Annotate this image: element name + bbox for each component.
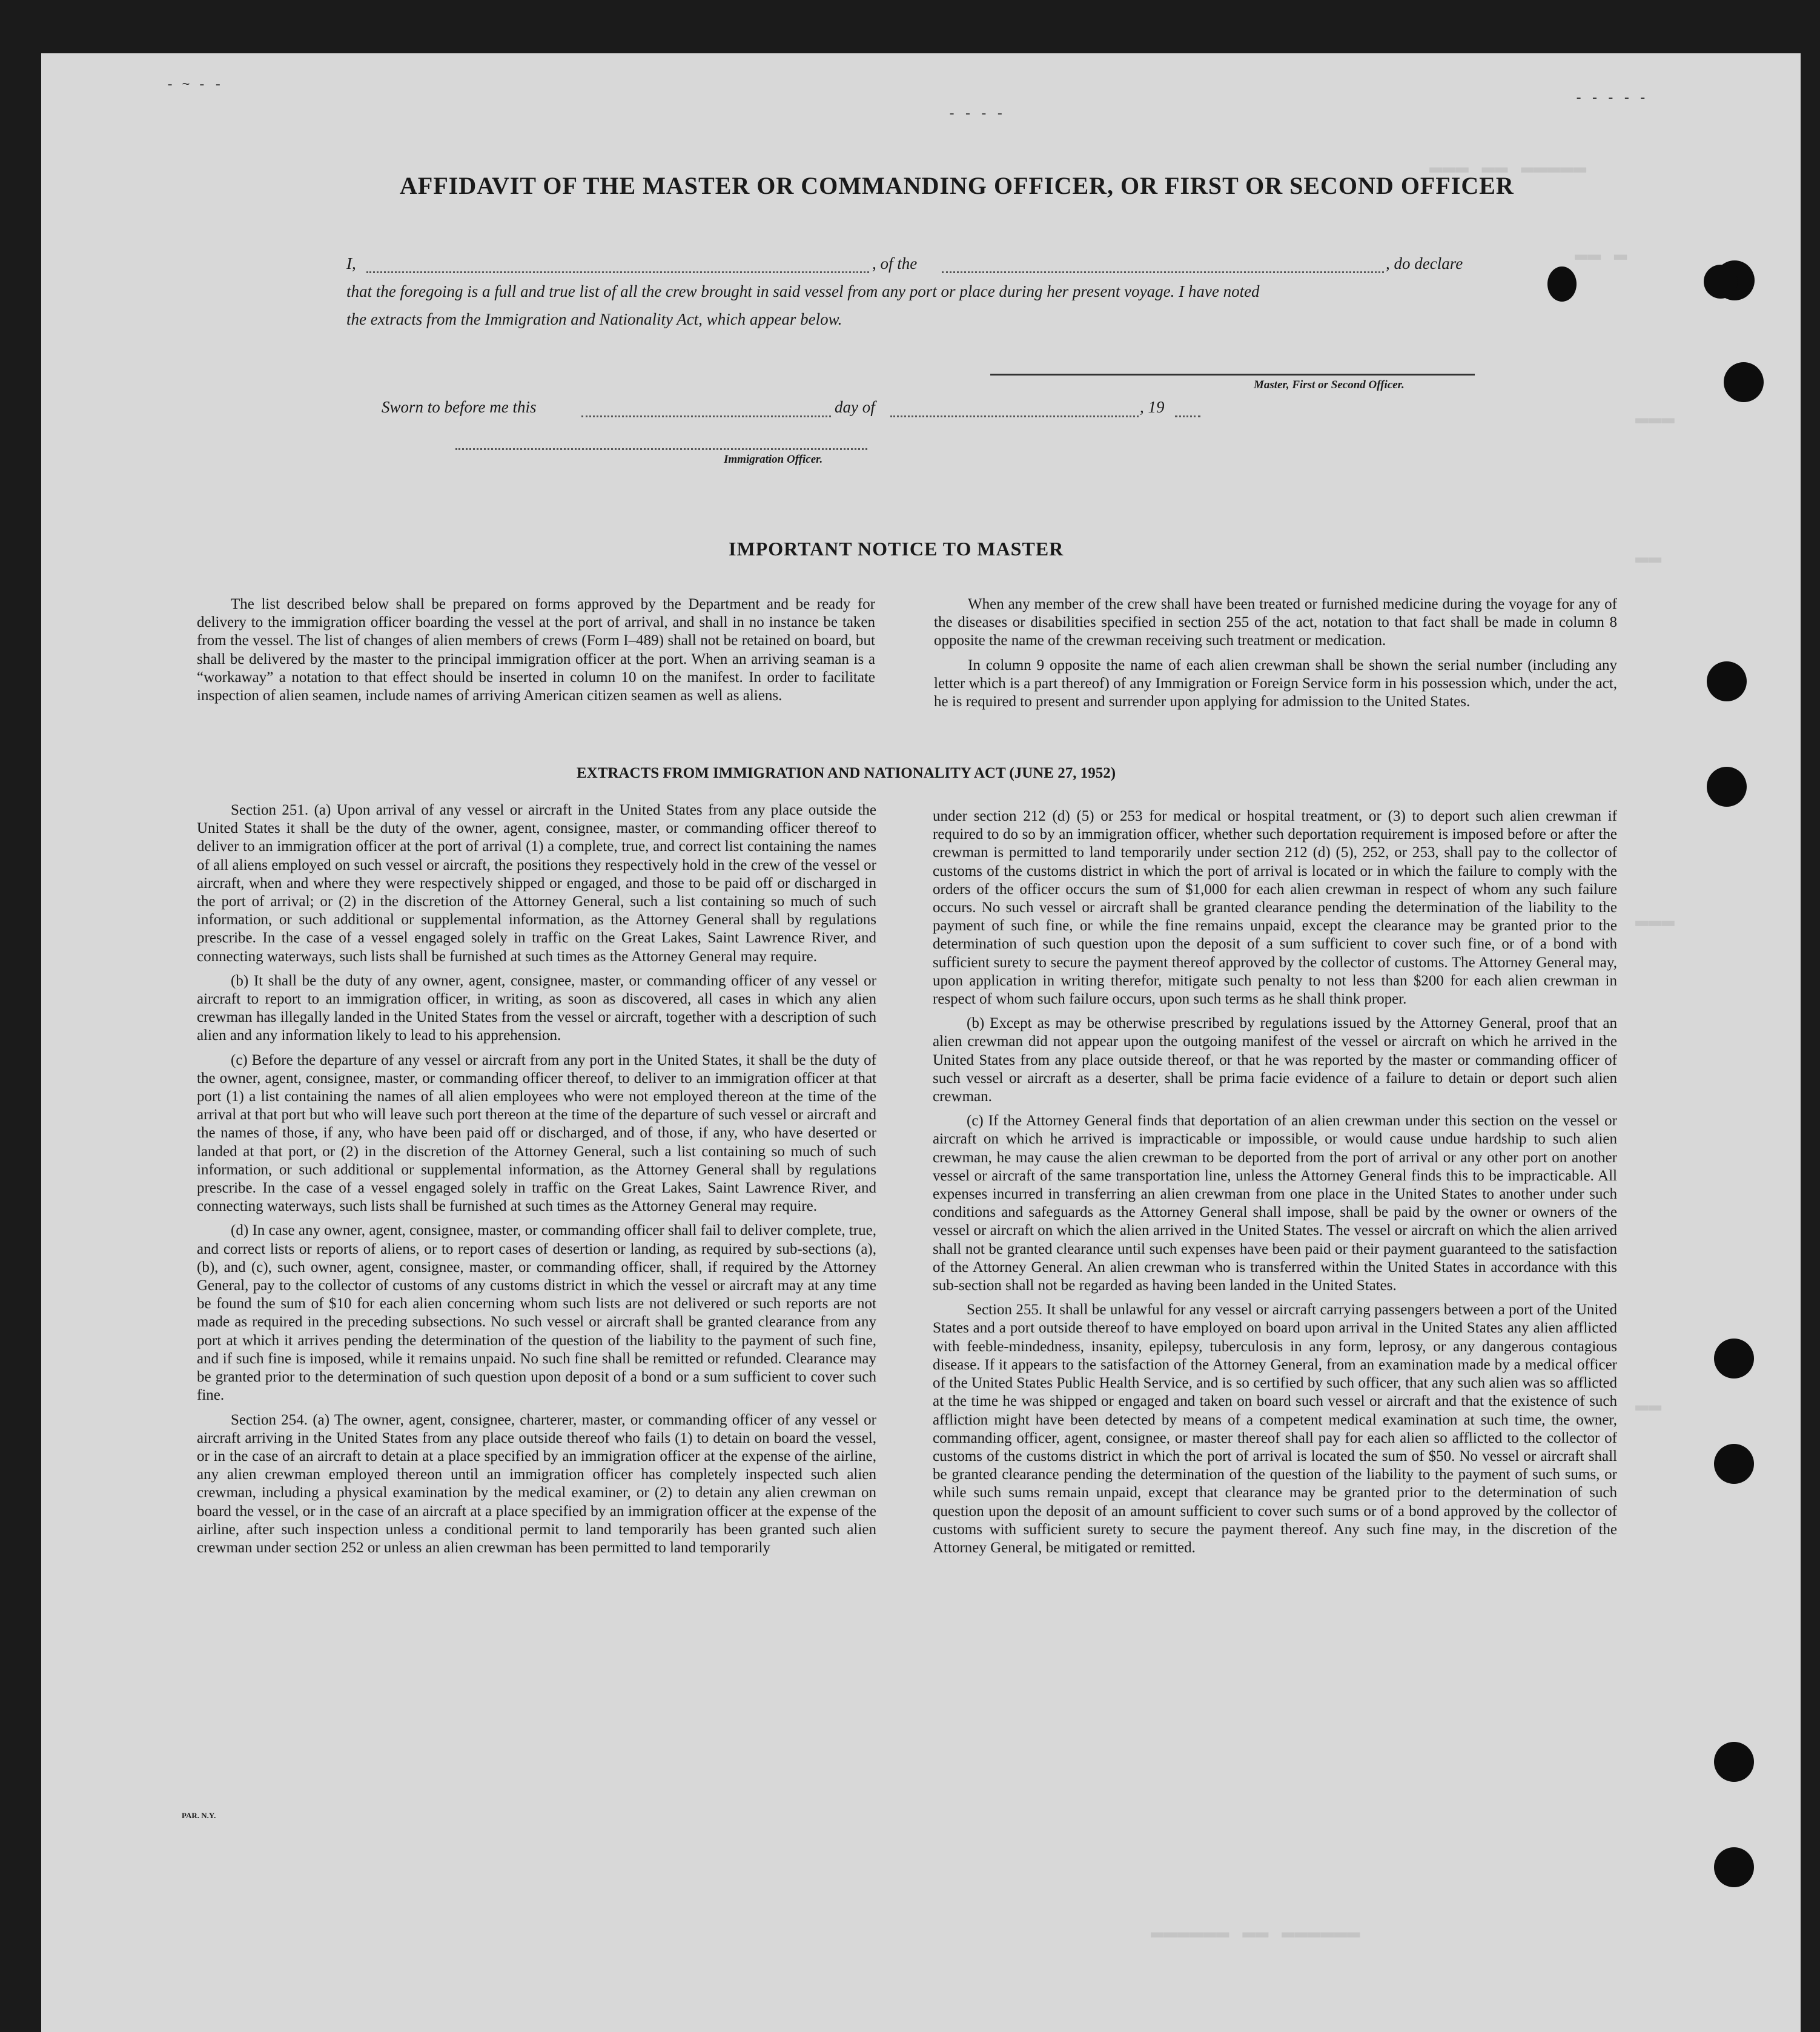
declaration-line-2: that the foregoing is a full and true list of all the crew brought in said vessel from any port or place during her present voyage. I have noted: [346, 282, 1260, 300]
notice-heading: IMPORTANT NOTICE TO MASTER: [729, 538, 1064, 560]
extracts-left-column: [197, 801, 876, 1563]
punch-hole: [1707, 661, 1747, 701]
immigration-officer-caption: Immigration Officer.: [724, 453, 823, 466]
extracts-right-column: [933, 807, 1617, 1563]
stray-mark: - ~ - -: [166, 78, 222, 93]
sworn-year-label: , 19: [1140, 398, 1165, 416]
notice-paragraph: In column 9 opposite the name of each alien crewman shall be shown the serial number (including any letter which is a part thereof) of any Immigration or Foreign Service form in his possession which, under the act, he is required to present and surrender upon applying for admission to the United States.: [934, 657, 1617, 710]
master-name-field[interactable]: [366, 271, 869, 273]
declaration-of-the-label: , of the: [872, 254, 918, 273]
notice-right-column: [934, 595, 1617, 717]
bleed-through-mark: ▬▬▬ ▬▬ ▬▬▬▬▬: [1429, 155, 1587, 180]
act-section-paragraph: (b) It shall be the duty of any owner, agent, consignee, master, or commanding officer of any vessel or aircraft to report to an immigration officer, in writing, as soon as discovered, all cases in which any alien crewman has illegally landed in the United States from the vessel or aircraft, together with a description of such alien and any information likely to lead to his apprehension.: [197, 972, 876, 1044]
punch-hole: [1704, 265, 1738, 299]
punch-hole: [1714, 1847, 1754, 1887]
act-section-paragraph: (b) Except as may be otherwise prescribed by regulations issued by the Attorney General, proof that an alien crewman did not appear upon the outgoing manifest of the vessel or aircraft on which he arrived in the United States from any place outside thereof, or that he was reported by the master or commanding officer of such vessel or aircraft as a deserter, shall be prima facie evidence of a failure to detain or deport such alien crewman.: [933, 1015, 1617, 1105]
sworn-month-field[interactable]: [890, 415, 1139, 417]
punch-hole: [1707, 767, 1747, 807]
bleed-through-mark: ▬▬ ▬: [1575, 242, 1627, 267]
act-section-paragraph: (c) Before the departure of any vessel or aircraft from any port in the United States, it shall be the duty of the owner, agent, consignee, master, or commanding officer thereof, to deliver to an immigration officer at that port (1) a list containing the names of all alien employees who were not employed thereon at the time of the arrival at that port but who will leave such port thereon at the time of the departure of such vessel or aircraft and the names of those, if any, who have been paid off or discharged, and of those, if any, who have deserted or landed at that port, or (2) in the discretion of the Attorney General, such a list containing so much of such information, or such additional or supplemental information, as the Attorney General shall by regulations prescribe. In the case of a vessel engaged solely in traffic on the Great Lakes, Saint Lawrence River, and connecting waterways, such lists shall be furnished at such times as the Attorney General may require.: [197, 1051, 876, 1215]
act-section-paragraph: Section 255. It shall be unlawful for any vessel or aircraft carrying passengers between a port of the United States and a port outside thereof to have employed on board upon arrival in the United States any alien afflicted with feeble-mindedness, insanity, epilepsy, tuberculosis in any form, leprosy, or any dangerous contagious disease. If it appears to the satisfaction of the Attorney General, from an examination made by a medical officer of the United States Public Health Service, and is so certified by such officer, that any such alien was so afflicted at the time he was shipped or engaged and taken on board such vessel or aircraft and that the existence of such affliction might have been detected by means of a competent medical examination at such time, the owner, commanding officer, agent, consignee, or master thereof shall pay for each alien so afflicted to the collector of customs of the customs district in which the port of arrival is located the sum of $50. No vessel or aircraft shall be granted clearance pending the determination of the question of the liability to the payment of such sums, or while such sums remain unpaid, except that clearance may be granted prior to the determination of such question upon the deposit of an amount sufficient to cover such sums or of a bond approved by the collector of customs with sufficient surety to secure the payment thereof. Any such fine may, in the discretion of the Attorney General, be mitigated or remitted.: [933, 1302, 1617, 1556]
sworn-day-field[interactable]: [581, 415, 831, 417]
bleed-through-mark: ▬▬: [1635, 1393, 1662, 1418]
notice-left-column: [197, 595, 875, 711]
notice-paragraph: When any member of the crew shall have been treated or furnished medicine during the voyage for any of the diseases or disabilities specified in section 255 of the act, notation to that fact shall be made in column 8 opposite the name of the crewman receiving such treatment or medication.: [934, 596, 1617, 649]
extracts-heading: EXTRACTS FROM IMMIGRATION AND NATIONALITY ACT (JUNE 27, 1952): [577, 765, 1116, 781]
bleed-through-mark: ▬▬▬▬▬▬ ▬▬ ▬▬▬▬▬▬: [1151, 1920, 1360, 1945]
declaration-line-3: the extracts from the Immigration and Nationality Act, which appear below.: [346, 310, 842, 328]
stray-mark: - - - - -: [1575, 91, 1647, 106]
master-signature-caption: Master, First or Second Officer.: [1254, 379, 1405, 391]
bleed-through-mark: ▬▬▬: [1635, 406, 1675, 431]
bleed-through-mark: ▬▬▬: [1635, 908, 1675, 933]
act-section-paragraph: (c) If the Attorney General finds that deportation of an alien crewman under this section on the vessel or aircraft on which he arrived is impracticable or impossible, or would cause undue hardship to such alien crewman, he may cause the alien crewman to be deported from the port of arrival or any other port on another vessel or aircraft of the same transportation line, unless the Attorney General finds this to be impracticable. All expenses incurred in transferring an alien crewman from one place in the United States to another under such conditions and safeguards as the Attorney General shall impose, shall be paid by the owner or owners of the vessel or aircraft on which the alien arrived in the United States. The vessel or aircraft on which the alien arrived shall not be granted clearance until such expenses have been paid or their payment guaranteed to the satisfaction of the Attorney General. An alien crewman who is transferred within the United States in accordance with this sub-section shall not be regarded as having been landed in the United States.: [933, 1113, 1617, 1294]
act-section-paragraph: (d) In case any owner, agent, consignee, master, or commanding officer shall fail to deliver complete, true, and correct lists or reports of aliens, or to report cases of desertion or landing, as required by sub-sections (a), (b), and (c), such owner, agent, consignee, master, or commanding officer, shall, if required by the Attorney General, pay to the collector of customs of any customs district in which the vessel or aircraft may at any time be found the sum of $10 for each alien concerning whom such lists are not delivered or such reports are not made as required in the preceding subsections. No such vessel or aircraft shall be granted clearance from any port at which it arrives pending the determination of the question of the liability to the payment of such fine, and if such fine is imposed, while it remains unpaid. No such fine shall be remitted or refunded. Clearance may be granted prior to the determination of such question upon deposit of a bond or a sum sufficient to cover such fine.: [197, 1222, 876, 1404]
vessel-name-field[interactable]: [942, 271, 1384, 273]
stray-mark: - - - -: [948, 107, 1004, 122]
act-section-paragraph: Section 254. (a) The owner, agent, consignee, charterer, master, or commanding officer of any vessel or aircraft arriving in the United States from any place outside thereof who fails (1) to detain on board the vessel, or in the case of an aircraft to detain at a place specified by an immigration officer at the expense of the airline, any alien crewman employed thereon until an immigration officer has completely inspected such alien crewman, including a physical examination by the medical examiner, or (2) to detain any alien crewman on board the vessel, or in the case of an aircraft at a place specified by an immigration officer at the expense of the airline, after such inspection unless a conditional permit to land temporarily has been granted such alien crewman under section 252 or unless an alien crewman has been permitted to land temporarily: [197, 1411, 876, 1556]
declaration-i-label: I,: [346, 254, 356, 273]
printer-mark: PAR. N.Y.: [182, 1811, 216, 1820]
punch-hole: [1714, 1444, 1754, 1484]
punch-hole: [1547, 266, 1577, 302]
act-section-paragraph: under section 212 (d) (5) or 253 for medical or hospital treatment, or (3) to deport such alien crewman if required to do so by an immigration officer, whether such deportation requirement is imposed before or after the crewman is permitted to land temporarily under section 212 (d) (5), 252, or 253, shall pay to the collector of customs of the customs district in which the port of arrival is located or in which the failure to comply with the orders of the officer occurs the sum of $1,000 for each alien crewman in respect of whom any such failure occurs. No such vessel or aircraft shall be granted clearance pending the determination of the liability to the payment of such fine, or while the fine remains unpaid, except the clearance may be granted prior to the determination of such question upon the deposit of a sum sufficient to cover such fine, or of a bond with sufficient surety to secure the payment thereof approved by the collector of customs. The Attorney General may, upon application in writing therefor, mitigate such penalty to not less than $200 for each alien crewman in respect of whom such failure occurs, upon such terms as he shall think proper.: [933, 808, 1617, 1008]
punch-hole: [1714, 1339, 1754, 1378]
affidavit-title: AFFIDAVIT OF THE MASTER OR COMMANDING OFFICER, OR FIRST OR SECOND OFFICER: [400, 172, 1514, 199]
bleed-through-mark: ▬▬: [1635, 545, 1662, 570]
punch-hole: [1724, 362, 1764, 402]
sworn-day-of-label: day of: [835, 398, 875, 416]
immigration-officer-signature-line[interactable]: [455, 448, 867, 450]
master-signature-line[interactable]: [990, 374, 1475, 376]
sworn-year-field[interactable]: [1175, 415, 1200, 417]
declaration-do-declare-label: , do declare: [1386, 254, 1463, 273]
notice-paragraph: The list described below shall be prepared on forms approved by the Department and be ready for delivery to the immigration officer boarding the vessel at the port of arrival, and shall in no instance be taken from the vessel. The list of changes of alien members of crews (Form I–489) shall not be retained on board, but shall be delivered by the master to the principal immigration officer at the port. When an arriving seaman is a “workaway” a notation to that effect should be inserted in column 10 on the manifest. In order to facilitate inspection of alien seamen, include names of arriving American citizen seamen as well as aliens.: [197, 596, 875, 704]
punch-hole: [1714, 1742, 1754, 1782]
act-section-paragraph: Section 251. (a) Upon arrival of any vessel or aircraft in the United States from any place outside the United States it shall be the duty of the owner, agent, consignee, master, or commanding officer thereof to deliver to an immigration officer at the port of arrival (1) a complete, true, and correct list containing the names of all aliens employed on such vessel or aircraft, the positions they respectively hold in the crew of the vessel or aircraft, when and where they were respectively shipped or engaged, and those to be paid off or discharged in the port of arrival; or (2) in the discretion of the Attorney General, such a list containing so much of such information, or such additional or supplemental information, as the Attorney General shall by regulations prescribe. In the case of a vessel engaged solely in traffic on the Great Lakes, Saint Lawrence River, and connecting waterways, such lists shall be furnished at such times as the Attorney General may require.: [197, 802, 876, 965]
sworn-prefix-label: Sworn to before me this: [382, 398, 537, 416]
